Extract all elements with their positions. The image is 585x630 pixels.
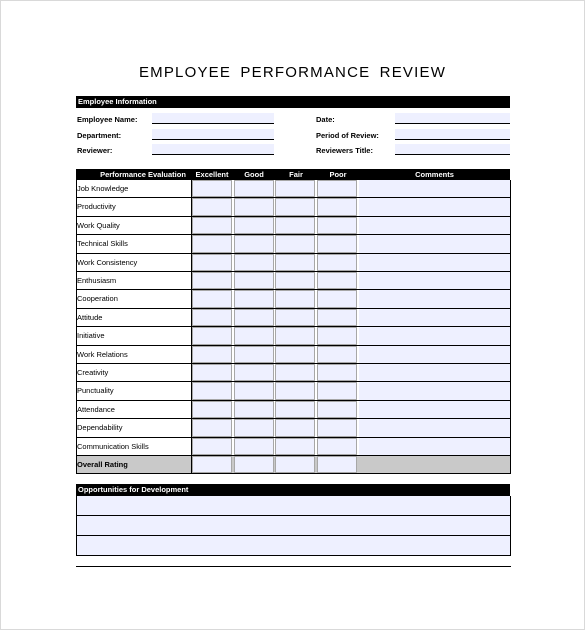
rating-cell-excellent[interactable] — [192, 309, 232, 326]
rating-cell-poor[interactable] — [317, 309, 357, 326]
rating-cell-good[interactable] — [234, 254, 274, 271]
rating-cell-poor[interactable] — [317, 198, 357, 215]
rating-cell-excellent[interactable] — [192, 327, 232, 344]
department-label: Department: — [77, 131, 122, 140]
rating-cell-poor[interactable] — [317, 254, 357, 271]
column-good: Good — [244, 170, 264, 179]
rating-cell-excellent[interactable] — [192, 419, 232, 436]
rating-cell-good[interactable] — [234, 419, 274, 436]
rating-cell-excellent[interactable] — [192, 346, 232, 363]
criterion-label: Dependability — [77, 423, 123, 433]
overall-rating-label: Overall Rating — [77, 460, 128, 469]
rating-cell-good[interactable] — [234, 456, 274, 473]
development-left-border — [76, 496, 77, 556]
criterion-label: Initiative — [77, 331, 105, 341]
criterion-label: Attendance — [77, 404, 115, 414]
comments-cell[interactable] — [359, 382, 510, 399]
rating-cell-good[interactable] — [234, 382, 274, 399]
rating-cell-good[interactable] — [234, 327, 274, 344]
rating-cell-fair[interactable] — [275, 254, 315, 271]
rating-cell-good[interactable] — [234, 217, 274, 234]
comments-cell[interactable] — [359, 198, 510, 215]
rating-cell-poor[interactable] — [317, 235, 357, 252]
period-of-review-field[interactable] — [395, 129, 510, 140]
criterion-label: Work Quality — [77, 220, 120, 230]
criterion-label: Communication Skills — [77, 441, 149, 451]
date-field[interactable] — [395, 113, 510, 124]
development-line-3[interactable] — [76, 536, 510, 556]
rating-cell-excellent[interactable] — [192, 456, 232, 473]
rating-cell-good[interactable] — [234, 198, 274, 215]
table-row — [76, 254, 510, 272]
rating-cell-poor[interactable] — [317, 364, 357, 381]
column-performance-evaluation: Performance Evaluation — [100, 170, 186, 179]
table-row — [76, 309, 510, 327]
rating-cell-fair[interactable] — [275, 438, 315, 455]
rating-cell-excellent[interactable] — [192, 290, 232, 307]
rating-cell-fair[interactable] — [275, 198, 315, 215]
overall-rating-row — [76, 456, 510, 474]
comments-cell[interactable] — [359, 327, 510, 344]
rating-cell-excellent[interactable] — [192, 217, 232, 234]
comments-cell[interactable] — [359, 456, 510, 473]
rating-cell-excellent[interactable] — [192, 382, 232, 399]
rating-cell-fair[interactable] — [275, 309, 315, 326]
date-label: Date: — [316, 115, 335, 124]
development-bottom-rule — [76, 566, 511, 567]
table-row — [76, 290, 510, 308]
criterion-label: Productivity — [77, 202, 116, 212]
rating-cell-excellent[interactable] — [192, 401, 232, 418]
development-line-2[interactable] — [76, 516, 510, 536]
rating-cell-good[interactable] — [234, 364, 274, 381]
department-field[interactable] — [152, 129, 274, 140]
document-title: EMPLOYEE PERFORMANCE REVIEW — [138, 64, 447, 81]
criterion-label: Work Consistency — [77, 257, 138, 267]
rating-cell-fair[interactable] — [275, 217, 315, 234]
comments-cell[interactable] — [359, 419, 510, 436]
table-row — [76, 235, 510, 253]
table-row — [76, 401, 510, 419]
reviewer-label: Reviewer: — [77, 146, 113, 155]
table-row — [76, 419, 510, 437]
employee-name-label: Employee Name: — [77, 115, 138, 124]
rating-cell-excellent[interactable] — [192, 272, 232, 289]
rating-cell-good[interactable] — [234, 235, 274, 252]
rating-cell-fair[interactable] — [275, 401, 315, 418]
criterion-label: Creativity — [77, 368, 109, 377]
rating-cell-excellent[interactable] — [192, 438, 232, 455]
rating-cell-poor[interactable] — [317, 327, 357, 344]
rating-cell-good[interactable] — [234, 346, 274, 363]
comments-cell[interactable] — [359, 438, 510, 455]
reviewer-field[interactable] — [152, 144, 274, 155]
employee-info-heading: Employee Information — [76, 96, 510, 108]
rating-cell-fair[interactable] — [275, 419, 315, 436]
table-row — [76, 327, 510, 345]
table-row — [76, 198, 510, 216]
rating-cell-fair[interactable] — [275, 180, 315, 197]
rating-cell-excellent[interactable] — [192, 364, 232, 381]
reviewers-title-label: Reviewers Title: — [316, 146, 373, 155]
development-heading: Opportunities for Development — [76, 484, 510, 496]
rating-cell-excellent[interactable] — [192, 235, 232, 252]
rating-cell-poor[interactable] — [317, 456, 357, 473]
rating-cell-poor[interactable] — [317, 346, 357, 363]
comments-cell[interactable] — [359, 401, 510, 418]
rating-cell-good[interactable] — [234, 272, 274, 289]
table-row — [76, 364, 510, 382]
rating-cell-excellent[interactable] — [192, 180, 232, 197]
table-row — [76, 217, 510, 235]
comments-cell[interactable] — [359, 290, 510, 307]
development-line-1[interactable] — [76, 496, 510, 516]
rating-cell-poor[interactable] — [317, 419, 357, 436]
table-left-border — [76, 180, 77, 474]
column-fair: Fair — [289, 170, 303, 179]
rating-cell-poor[interactable] — [317, 382, 357, 399]
table-row — [76, 346, 510, 364]
rating-cell-fair[interactable] — [275, 382, 315, 399]
rating-cell-good[interactable] — [234, 401, 274, 418]
employee-name-field[interactable] — [152, 113, 274, 124]
rating-cell-excellent[interactable] — [192, 198, 232, 215]
table-row — [76, 272, 510, 290]
criterion-label: Cooperation — [77, 294, 118, 304]
rating-cell-good[interactable] — [234, 180, 274, 197]
rating-cell-fair[interactable] — [275, 327, 315, 344]
table-right-border — [510, 180, 511, 474]
period-of-review-label: Period of Review: — [316, 131, 379, 140]
criterion-label: Technical Skills — [77, 239, 128, 249]
criterion-label: Attitude — [77, 312, 103, 322]
criterion-label: Work Relations — [77, 349, 128, 359]
comments-cell[interactable] — [359, 272, 510, 289]
criterion-label: Job Knowledge — [77, 184, 129, 193]
rating-cell-poor[interactable] — [317, 401, 357, 418]
rating-cell-fair[interactable] — [275, 272, 315, 289]
comments-cell[interactable] — [359, 180, 510, 197]
comments-cell[interactable] — [359, 309, 510, 326]
development-right-border — [510, 496, 511, 556]
comments-cell[interactable] — [359, 217, 510, 234]
rating-cell-fair[interactable] — [275, 235, 315, 252]
rating-cell-poor[interactable] — [317, 438, 357, 455]
criterion-label: Punctuality — [77, 386, 114, 396]
rating-cell-fair[interactable] — [275, 456, 315, 473]
evaluation-table-header — [76, 169, 510, 180]
rating-cell-good[interactable] — [234, 438, 274, 455]
column-poor: Poor — [329, 170, 347, 179]
criterion-label: Enthusiasm — [77, 276, 117, 285]
rating-cell-poor[interactable] — [317, 290, 357, 307]
comments-cell[interactable] — [359, 364, 510, 381]
table-row — [76, 382, 510, 400]
column-excellent: Excellent — [195, 170, 229, 179]
column-comments: Comments — [415, 170, 454, 179]
rating-cell-excellent[interactable] — [192, 254, 232, 271]
rating-cell-poor[interactable] — [317, 180, 357, 197]
rating-cell-good[interactable] — [234, 309, 274, 326]
table-criteria-divider — [191, 180, 192, 474]
table-row — [76, 180, 510, 198]
table-row — [76, 438, 510, 456]
rating-cell-poor[interactable] — [317, 217, 357, 234]
rating-cell-fair[interactable] — [275, 364, 315, 381]
rating-cell-fair[interactable] — [275, 346, 315, 363]
rating-cell-fair[interactable] — [275, 290, 315, 307]
reviewers-title-field[interactable] — [395, 144, 510, 155]
rating-cell-poor[interactable] — [317, 272, 357, 289]
comments-cell[interactable] — [359, 346, 510, 363]
comments-cell[interactable] — [359, 254, 510, 271]
comments-cell[interactable] — [359, 235, 510, 252]
rating-cell-good[interactable] — [234, 290, 274, 307]
